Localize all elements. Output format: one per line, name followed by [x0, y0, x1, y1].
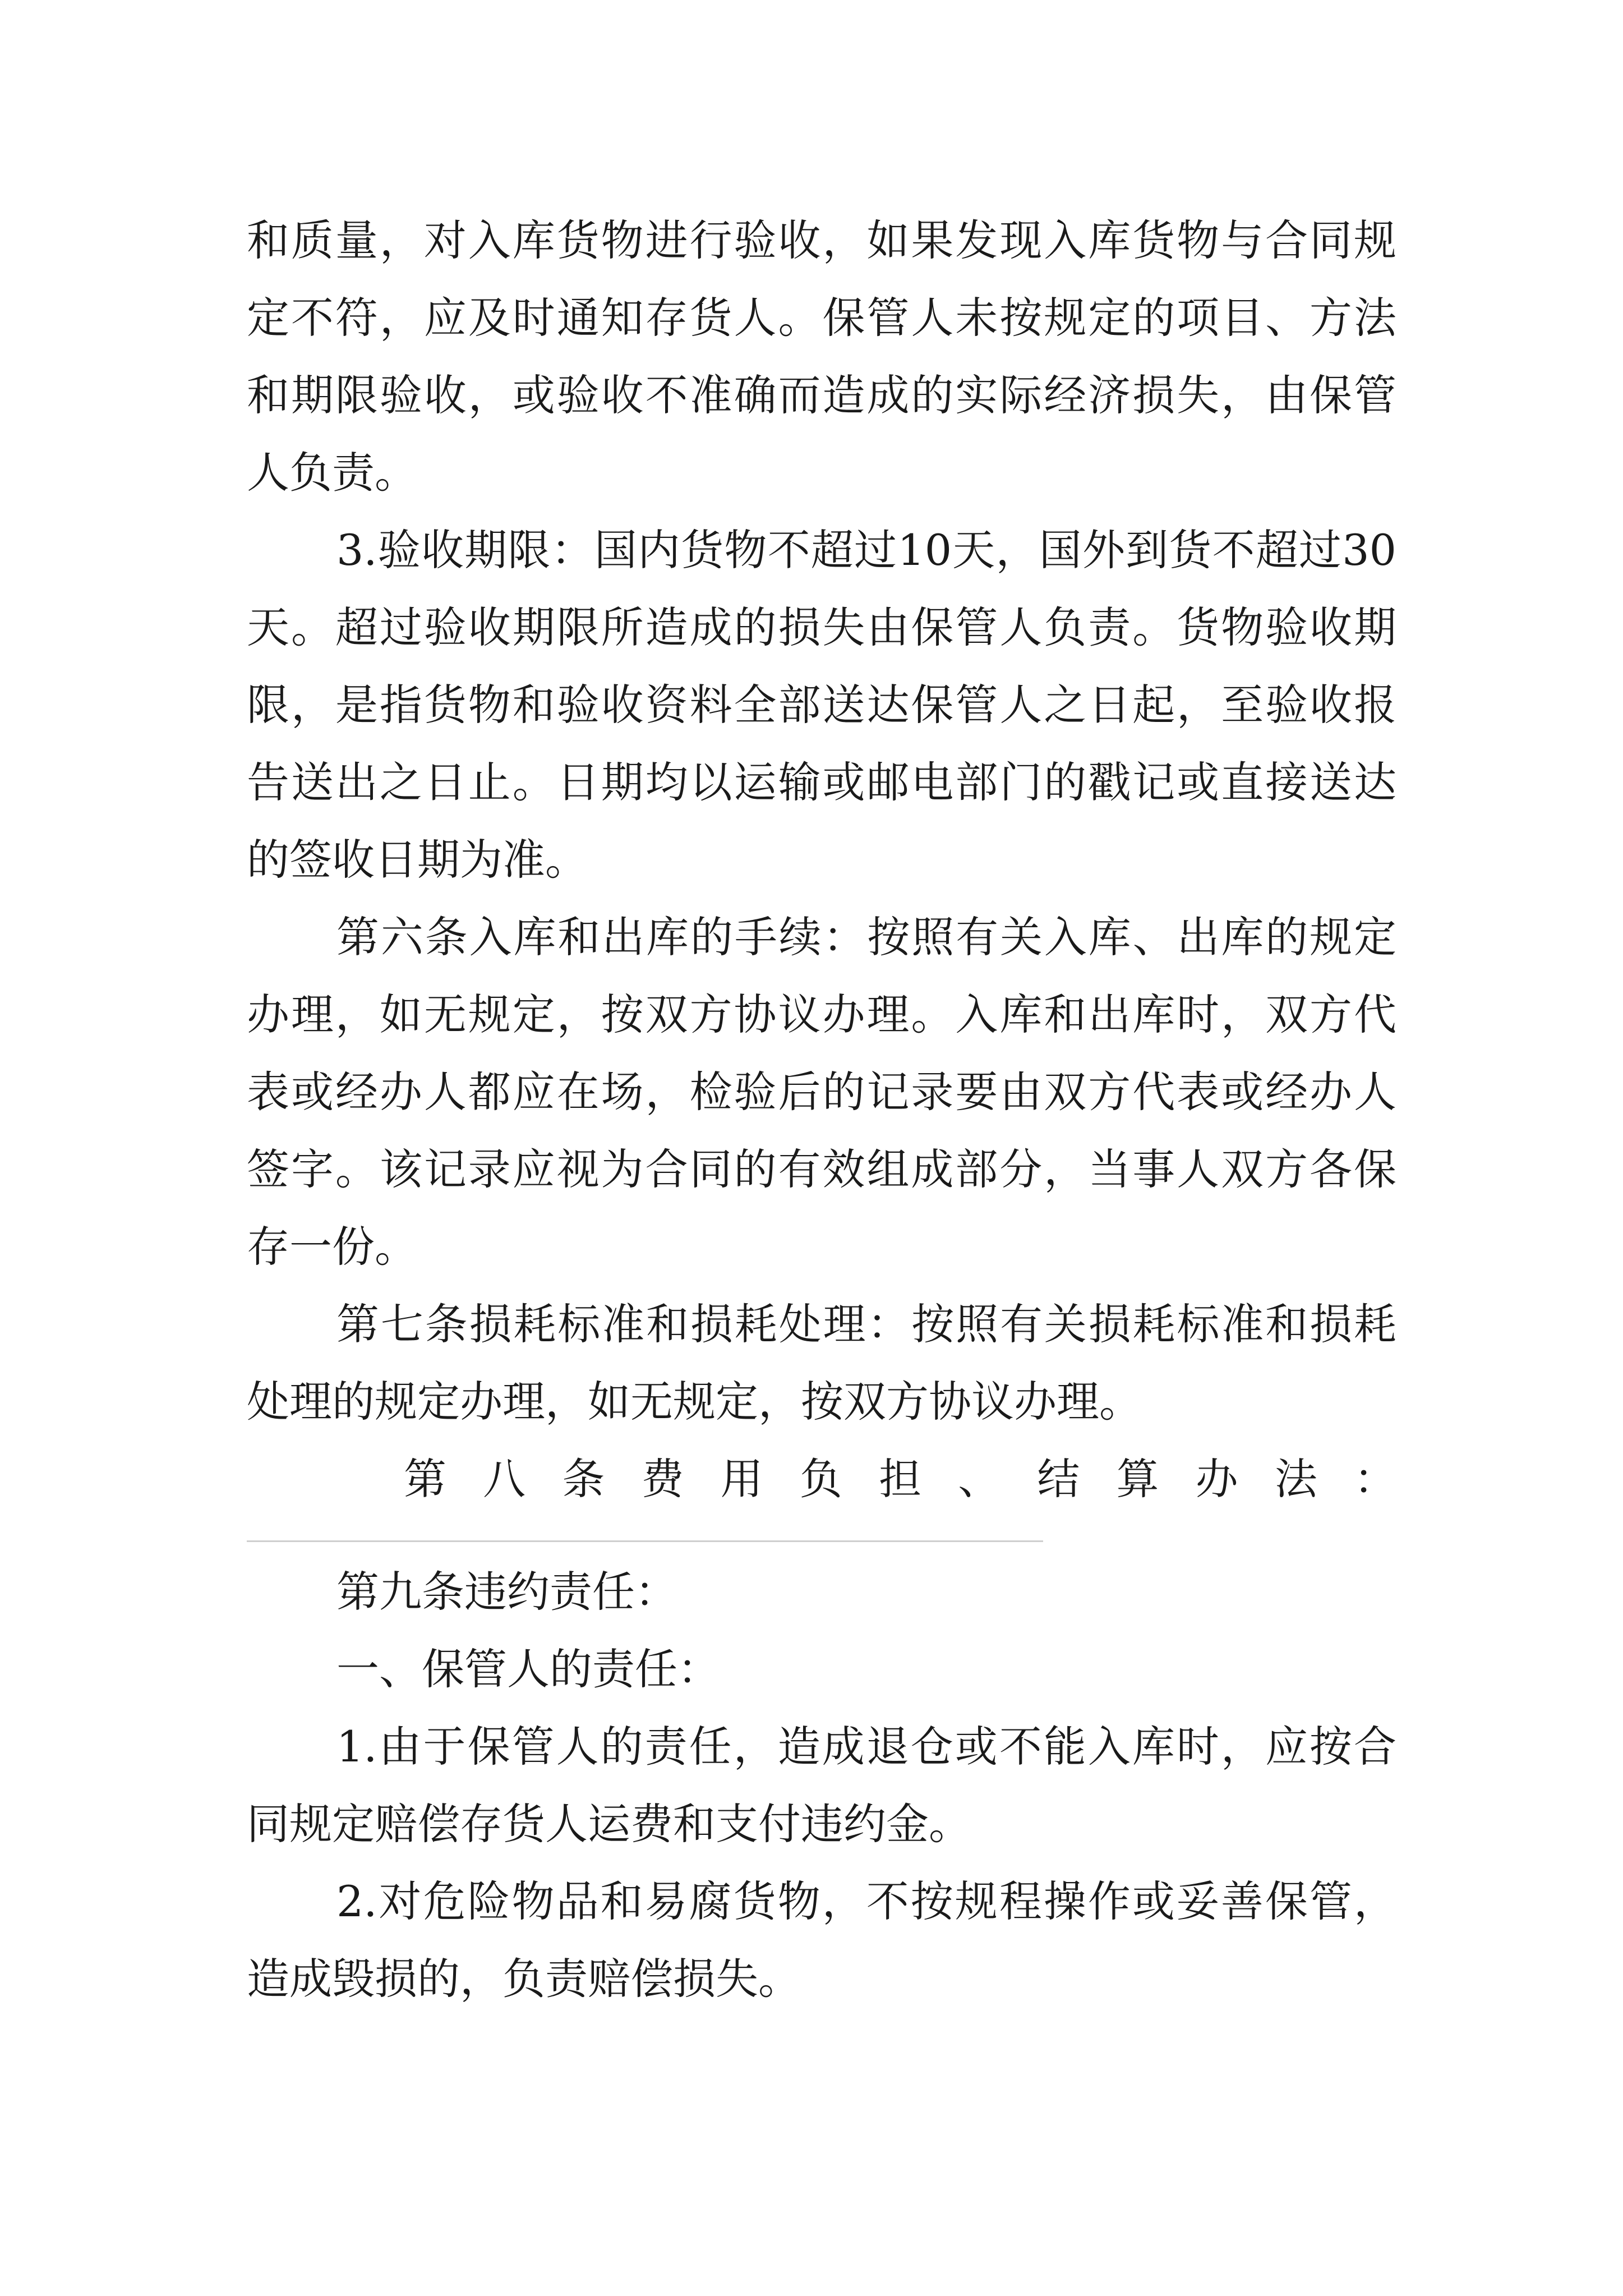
paragraph-keeper-responsibility: 一、保管人的责任： — [336, 1644, 720, 1694]
paragraph-article-6: 第六条入库和出库的手续：按照有关入库、出库的规定办理，如无规定，按双方协议办理。入库和出库时，双方代表或经办人都应在场，检验后的记录要由双方代表或经办人签字。该记录应视为合同的有效组成部分，当事人双方各保存一份。 — [247, 912, 1396, 1272]
paragraph-item-2: 2.对危险物品和易腐货物，不按规程操作或妥善保管，造成毁损的，负责赔偿损失。 — [247, 1876, 1396, 2004]
paragraph-acceptance-period: 3.验收期限：国内货物不超过10天，国外到货不超过30天。超过验收期限所造成的损失由保管人负责。货物验收期限，是指货物和验收资料全部送达保管人之日起，至验收报告送出之日止。日期均以运输或邮电部门的戳记或直接送达的签收日期为准。 — [247, 525, 1396, 885]
fill-in-blank-line — [247, 1540, 1043, 1542]
paragraph-acceptance-quality: 和质量，对入库货物进行验收，如果发现入库货物与合同规定不符，应及时通知存货人。保管人未按规定的项目、方法和期限验收，或验收不准确而造成的实际经济损失，由保管人负责。 — [247, 215, 1396, 498]
paragraph-article-9: 第九条违约责任： — [336, 1567, 677, 1617]
paragraph-article-7: 第七条损耗标准和损耗处理：按照有关损耗标准和损耗处理的规定办理，如无规定，按双方协议办理。 — [247, 1299, 1396, 1427]
document-page — [247, 202, 1396, 2018]
paragraph-article-8: 第八条费用负担、结算办法： — [404, 1454, 1396, 1504]
paragraph-item-1: 1.由于保管人的责任，造成退仓或不能入库时，应按合同规定赔偿存货人运费和支付违约金。 — [247, 1722, 1396, 1849]
